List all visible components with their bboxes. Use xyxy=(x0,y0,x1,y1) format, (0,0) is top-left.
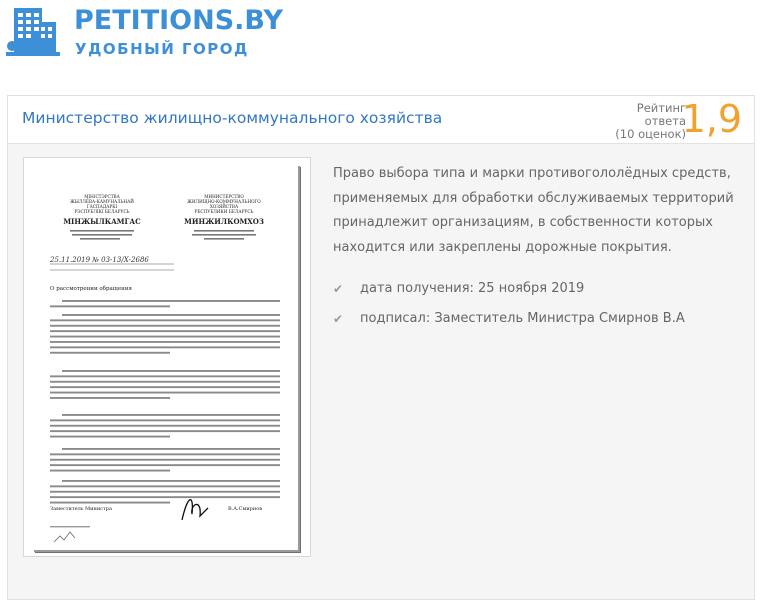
check-icon: ✔ xyxy=(333,281,344,296)
doc-text-line xyxy=(50,352,170,354)
doc-text-line xyxy=(50,341,280,343)
doc-text-line xyxy=(50,375,280,377)
doc-text-line xyxy=(50,470,170,472)
doc-header-left: МІНІСТЭРСТВА xyxy=(84,194,120,199)
doc-signer-name: В.А.Смирнов xyxy=(228,506,263,512)
doc-date-line: 25.11.2019 № 03-13/Х-2686 xyxy=(50,256,149,264)
card-header xyxy=(8,96,754,144)
signer-row xyxy=(333,311,685,326)
doc-header-left: ГАСПАДАРКІ xyxy=(86,204,118,209)
rating-label xyxy=(606,102,686,141)
doc-text-line xyxy=(62,370,280,372)
doc-header-right-abbr: МИНЖИЛКОМХОЗ xyxy=(184,217,264,226)
doc-header-left-abbr: МІНЖЫЛКАМГАС xyxy=(63,217,141,226)
doc-text-line xyxy=(62,314,280,316)
received-date-row xyxy=(333,281,584,296)
doc-text-line xyxy=(50,464,280,466)
ministry-title[interactable]: Министерство жилищно-коммунального хозяйства xyxy=(22,109,443,127)
doc-text-line xyxy=(50,397,170,399)
document-scan-image xyxy=(32,164,298,550)
doc-text-line xyxy=(62,414,280,416)
doc-text-line xyxy=(50,491,280,493)
doc-text-line xyxy=(50,485,280,487)
doc-text-line xyxy=(50,419,280,421)
doc-text-line xyxy=(50,386,280,388)
doc-header-right: РЕСПУБЛИКИ БЕЛАРУСЬ xyxy=(194,209,254,214)
doc-text-line xyxy=(50,436,170,438)
doc-text-line xyxy=(50,453,280,455)
document-thumbnail[interactable] xyxy=(23,157,311,557)
doc-subject: О рассмотрении обращения xyxy=(50,286,132,292)
doc-signer-role: Заместитель Министра xyxy=(50,506,112,512)
doc-text-line xyxy=(50,392,280,394)
rating-value: 1,9 xyxy=(681,97,742,141)
rating-label-line: ответа xyxy=(644,114,686,128)
site-logo[interactable] xyxy=(6,4,284,60)
doc-text-line xyxy=(50,330,280,332)
doc-text-line xyxy=(50,425,280,427)
doc-text-line xyxy=(50,502,170,504)
logo-subtitle: УДОБНЫЙ ГОРОД xyxy=(75,40,249,58)
response-summary: Право выбора типа и марки противогололёдных средств, применяемых для обработки обслуживаемых территорий принадлежит организациям, в собственности которых находится или закреплены дорожные покрытия. xyxy=(333,166,734,255)
doc-header-left: РЭСПУБЛІКІ БЕЛАРУСЬ xyxy=(74,209,130,214)
city-building-icon xyxy=(6,4,62,60)
doc-text-line xyxy=(50,325,280,327)
doc-text-line xyxy=(50,305,170,307)
doc-header-right: ХОЗЯЙСТВА xyxy=(209,204,239,209)
doc-signature xyxy=(182,500,208,520)
doc-text-line xyxy=(62,480,280,482)
signer: подписал: Заместитель Министра Смирнов В.А xyxy=(360,311,685,326)
doc-header-right: ЖИЛИЩНО-КОММУНАЛЬНОГО xyxy=(187,199,261,204)
doc-text-line xyxy=(50,336,280,338)
doc-text-line xyxy=(50,496,280,498)
doc-text-line xyxy=(62,448,280,450)
doc-body-text xyxy=(50,300,280,504)
doc-text-line xyxy=(62,300,280,302)
check-icon: ✔ xyxy=(333,311,344,326)
document-scan-svg xyxy=(32,164,298,550)
doc-text-line xyxy=(50,346,280,348)
doc-text-line xyxy=(50,459,280,461)
doc-text-line xyxy=(50,430,280,432)
received-date: дата получения: 25 ноября 2019 xyxy=(360,281,585,296)
logo-title: PETITIONS.BY xyxy=(74,5,284,36)
rating-votes-count: (10 оценок) xyxy=(615,127,686,141)
doc-header-right: МИНИСТЕРСТВО xyxy=(204,194,244,199)
petition-response-card xyxy=(7,95,755,600)
doc-text-line xyxy=(50,381,280,383)
doc-header-left: ЖЫЛЛЁВА-КАМУНАЛЬНАЙ xyxy=(70,199,134,204)
doc-text-line xyxy=(50,319,280,321)
rating-label-line: Рейтинг xyxy=(636,101,686,115)
